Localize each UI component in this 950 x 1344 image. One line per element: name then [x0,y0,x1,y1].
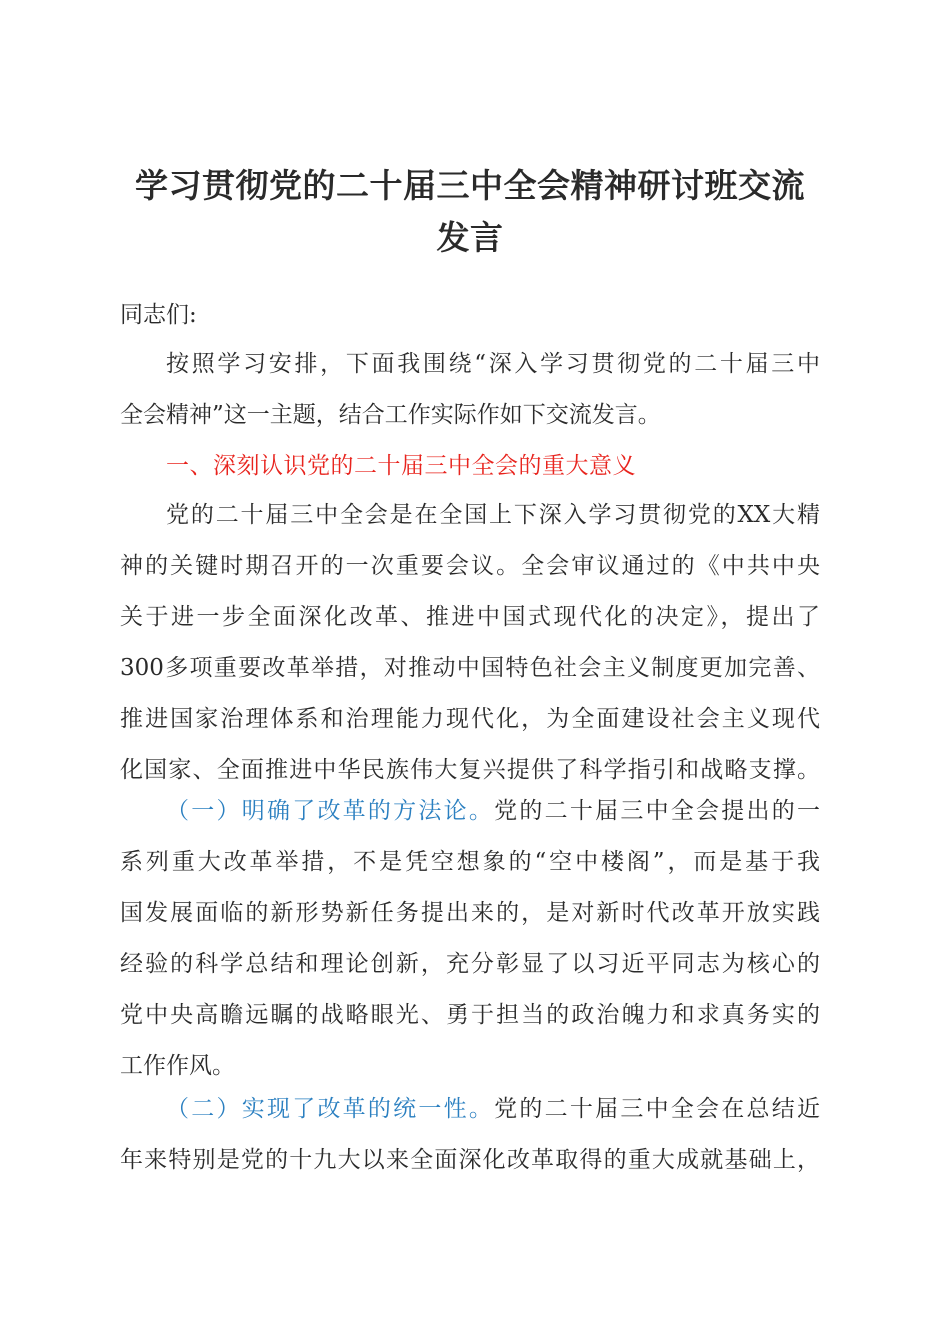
intro-paragraph [120,339,820,441]
paragraph-first-line [120,1084,820,1135]
paragraph-first-line [120,786,820,837]
paragraph-line: 神的关键时期召开的一次重要会议。全会审议通过的《中共中央 [120,553,820,579]
subsection2-paragraph [120,1084,820,1186]
paragraph-line: 党中央高瞻远瞩的战略眼光、勇于担当的政治魄力和求真务实的 [120,1002,820,1028]
document-title-line-1: 学习贯彻党的二十届三中全会精神研讨班交流 [135,166,805,205]
intro-line: 按照学习安排，下面我围绕“深入学习贯彻党的二十届三中 [166,351,820,377]
paragraph-line: 工作作风。 [120,1053,235,1079]
paragraph-line: 经验的科学总结和理论创新，充分彰显了以习近平同志为核心的 [120,951,820,977]
section-heading-1: 一、深刻认识党的二十届三中全会的重大意义 [166,453,636,479]
paragraph-text: 党的二十届三中全会提出的一 [494,798,821,824]
subsection1-title: （一）明确了改革的方法论。 [166,798,495,824]
paragraph-line: 300多项重要改革举措，对推动中国特色社会主义制度更加完善、 [120,655,820,681]
subsection1-paragraph [120,786,820,1092]
intro-line: 全会精神”这一主题，结合工作实际作如下交流发言。 [120,402,661,428]
paragraph-line: 党的二十届三中全会是在全国上下深入学习贯彻党的XX大精 [166,502,820,528]
paragraph-line: 关于进一步全面深化改革、推进中国式现代化的决定》，提出了 [120,604,820,630]
paragraph-line: 化国家、全面推进中华民族伟大复兴提供了科学指引和战略支撑。 [120,757,820,783]
subsection2-title: （二）实现了改革的统一性。 [166,1096,495,1122]
paragraph-line: 年来特别是党的十九大以来全面深化改革取得的重大成就基础上， [120,1147,820,1173]
greeting [120,290,820,341]
paragraph-text: 党的二十届三中全会在总结近 [494,1096,821,1122]
section1-paragraph [120,490,820,796]
paragraph-line: 系列重大改革举措，不是凭空想象的“空中楼阁”，而是基于我 [120,849,820,875]
paragraph-line: 推进国家治理体系和治理能力现代化，为全面建设社会主义现代 [120,706,820,732]
document-title-line-2: 发言 [436,218,504,257]
paragraph-line: 国发展面临的新形势新任务提出来的，是对新时代改革开放实践 [120,900,820,926]
greeting-text: 同志们: [120,302,197,328]
